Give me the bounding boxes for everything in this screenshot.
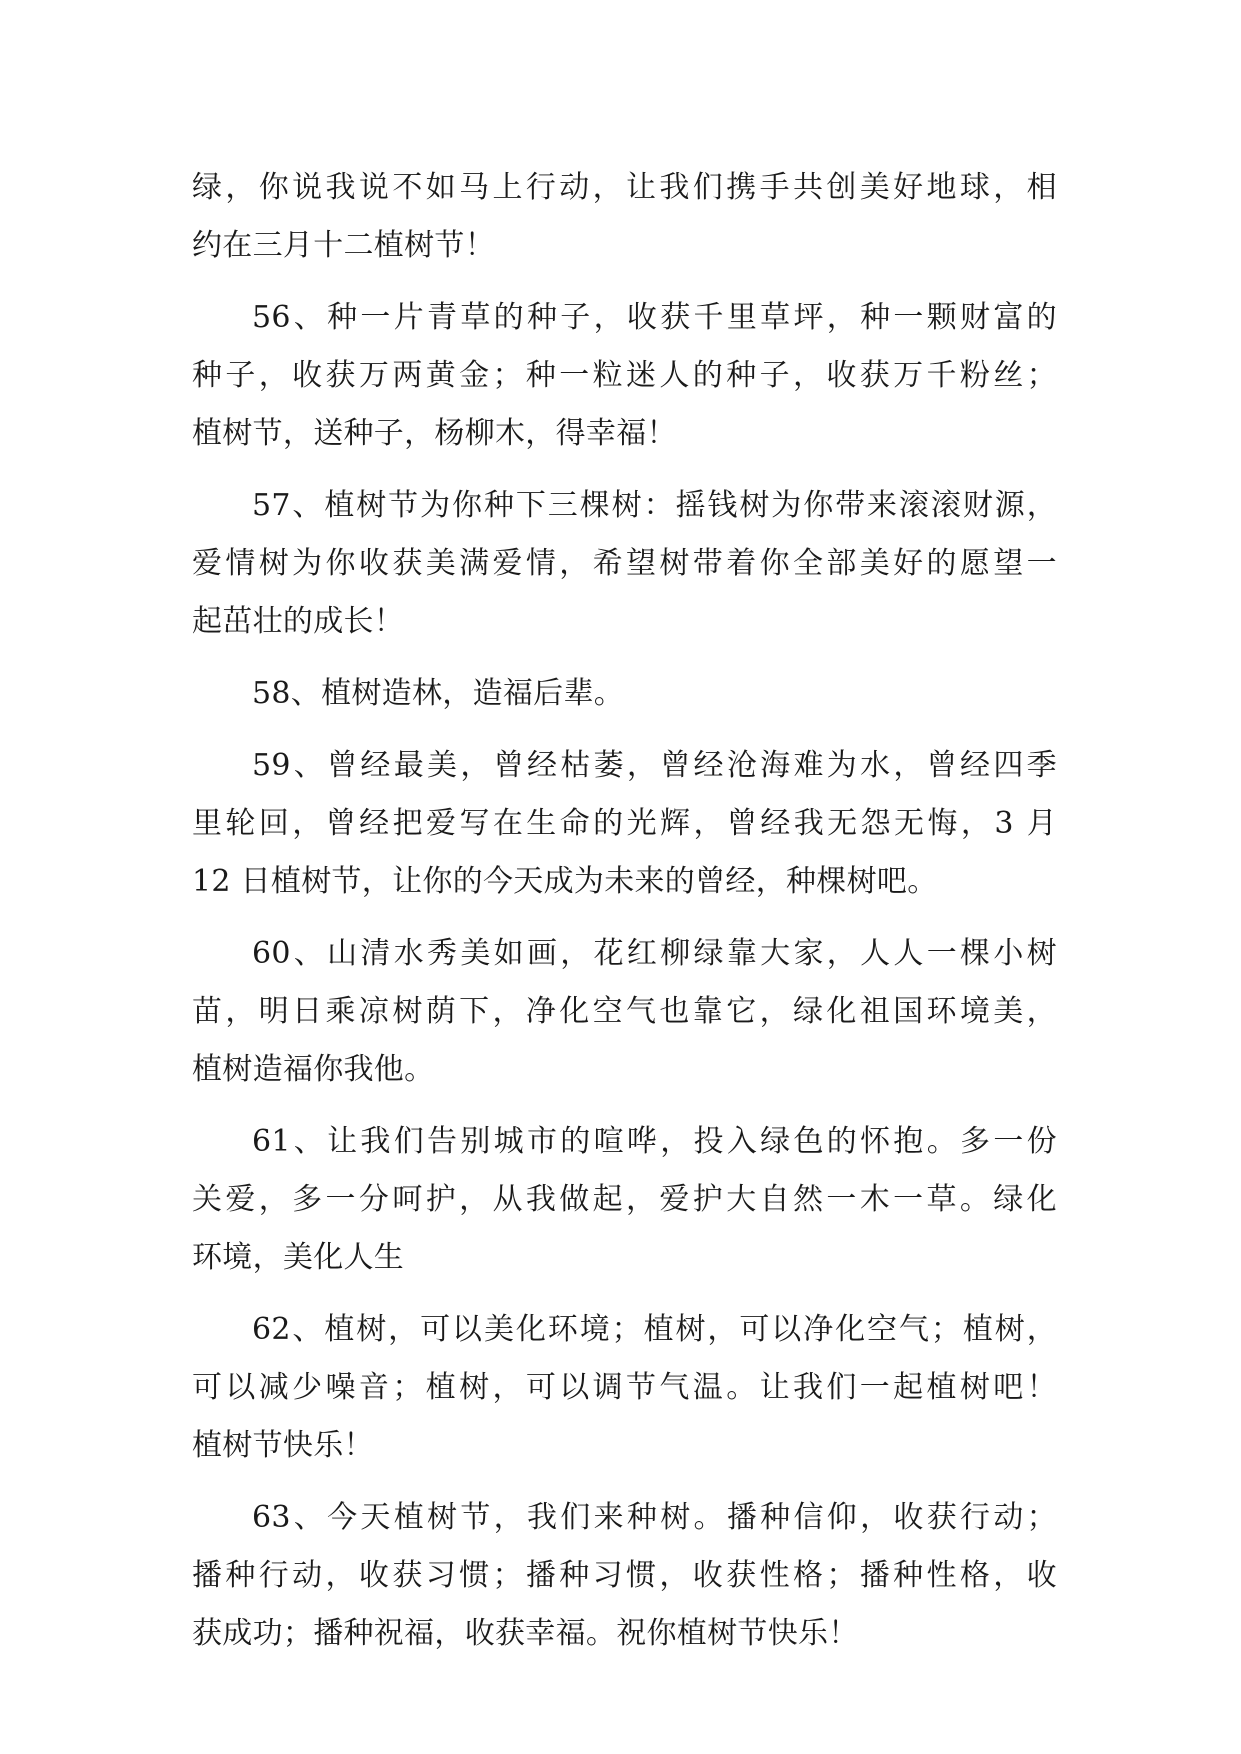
paragraph-56 <box>192 289 1057 463</box>
text-line: 59、曾经最美，曾经枯萎，曾经沧海难为水，曾经四季 <box>252 748 1057 783</box>
text-line: 12 日植树节，让你的今天成为未来的曾经，种棵树吧。 <box>192 864 938 899</box>
text-line: 绿，你说我说不如马上行动，让我们携手共创美好地球，相 <box>192 170 1057 205</box>
text-line: 56、种一片青草的种子，收获千里草坪，种一颗财富的 <box>252 300 1057 335</box>
text-line: 植树节快乐！ <box>192 1428 374 1463</box>
text-line: 61、让我们告别城市的喧哗，投入绿色的怀抱。多一份 <box>252 1124 1057 1159</box>
text-line: 植树造福你我他。 <box>192 1052 435 1087</box>
text-line: 可以减少噪音；植树，可以调节气温。让我们一起植树吧！ <box>192 1370 1057 1405</box>
paragraph-58 <box>192 665 1057 723</box>
text-line: 起茁壮的成长！ <box>192 604 405 639</box>
paragraph-57 <box>192 477 1057 651</box>
paragraph-60 <box>192 925 1057 1099</box>
paragraph-62 <box>192 1301 1057 1475</box>
text-line: 植树节，送种子，杨柳木，得幸福！ <box>192 416 677 451</box>
document-page <box>192 159 1057 1677</box>
paragraph-61 <box>192 1113 1057 1287</box>
paragraph-59 <box>192 737 1057 911</box>
text-line: 播种行动，收获习惯；播种习惯，收获性格；播种性格，收 <box>192 1558 1057 1593</box>
text-line: 种子，收获万两黄金；种一粒迷人的种子，收获万千粉丝； <box>192 358 1057 393</box>
text-line: 爱情树为你收获美满爱情，希望树带着你全部美好的愿望一 <box>192 546 1057 581</box>
text-line: 63、今天植树节，我们来种树。播种信仰，收获行动； <box>252 1500 1057 1535</box>
paragraph-continuation <box>192 159 1057 275</box>
text-line: 62、植树，可以美化环境；植树，可以净化空气；植树， <box>252 1312 1057 1347</box>
text-line: 获成功；播种祝福，收获幸福。祝你植树节快乐！ <box>192 1616 859 1651</box>
text-line: 58、植树造林，造福后辈。 <box>252 676 625 711</box>
text-line: 约在三月十二植树节！ <box>192 228 495 263</box>
text-line: 环境，美化人生 <box>192 1240 405 1275</box>
text-line: 关爱，多一分呵护，从我做起，爱护大自然一木一草。绿化 <box>192 1182 1057 1217</box>
text-line: 60、山清水秀美如画，花红柳绿靠大家，人人一棵小树 <box>252 936 1057 971</box>
text-line: 57、植树节为你种下三棵树：摇钱树为你带来滚滚财源， <box>252 488 1057 523</box>
paragraph-63 <box>192 1489 1057 1663</box>
text-line: 里轮回，曾经把爱写在生命的光辉，曾经我无怨无悔，3 月 <box>192 806 1057 841</box>
text-line: 苗，明日乘凉树荫下，净化空气也靠它，绿化祖国环境美， <box>192 994 1057 1029</box>
